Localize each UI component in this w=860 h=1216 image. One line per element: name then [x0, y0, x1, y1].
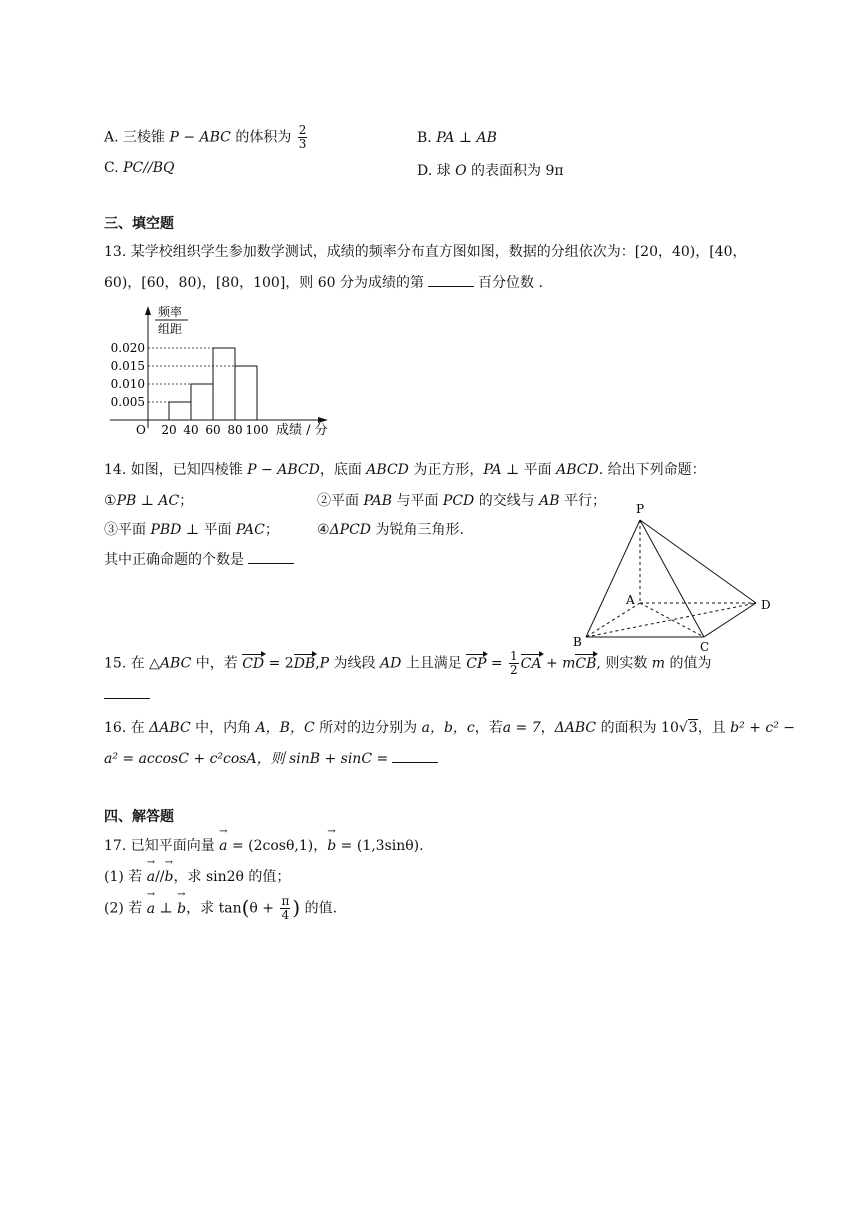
option-a-numerator: 2 [298, 123, 307, 137]
option-d-prefix: D. 球 [417, 163, 451, 179]
q17-part2: (2) 若 → a ⊥ → b，求 tan(θ + $\frac{\pi}{4}$ ) 的值. [104, 895, 337, 922]
q17-four: 4 [281, 908, 290, 922]
q15-p: P [319, 655, 330, 672]
q15-m3: 为线段 [333, 655, 376, 672]
q17-a-value: = (2cosθ,1)， [231, 838, 328, 854]
q17-part1 [104, 866, 290, 886]
option-b-expr: PA ⊥ AB [436, 130, 497, 146]
q14-mid3: 平面 [523, 462, 552, 478]
vertex-d: D [761, 598, 771, 612]
q15-half-num: 1 [510, 649, 518, 663]
y-axis-arrow [145, 306, 151, 315]
x-tick-label: 60 [205, 423, 221, 437]
q14-p3-post: ； [264, 522, 279, 538]
option-d-suffix: 的表面积为 9π [471, 163, 564, 179]
q16-line2-text: a² = accosC + c²cosA，则 sinB + sinC = [104, 751, 389, 767]
q15-m1: 中，若 [195, 655, 238, 672]
q15-ad: AD [380, 655, 402, 672]
q14-p1-expr: PB ⊥ AC [116, 493, 180, 509]
q17-p1-vector-a: → a [147, 869, 155, 885]
q16-m2: 所对的边分别为 [319, 720, 418, 736]
q17-pi-over-4 [280, 895, 290, 922]
q17-vector-b: → b [327, 838, 336, 854]
q14-p3-m1: ⊥ 平面 [185, 522, 232, 538]
x-tick-label: 20 [161, 423, 177, 437]
q17-p2-inner: θ + [249, 900, 275, 917]
option-d [417, 160, 564, 180]
q14-prop-1 [104, 490, 193, 510]
q16-pre: 16. 在 [104, 720, 145, 736]
option-a-prefix: A. 三棱锥 [104, 129, 166, 146]
pyramid-figure [566, 500, 786, 654]
option-c-expr: PC//BQ [123, 160, 175, 176]
q14-mid1: ，底面 [319, 462, 362, 478]
q15-eq1: = 2 [268, 655, 294, 672]
section-4-title: 四、解答题 [104, 809, 174, 825]
q14-line1 [104, 459, 706, 479]
q16-line1: 16. 在 ΔABC 中，内角 A，B，C 所对的边分别为 a，b，c，若a = 7，ΔABC 的面积为 10√3，且 b² + c² − [104, 720, 795, 736]
q16-triangle: ΔABC [149, 720, 191, 736]
option-c [104, 160, 174, 176]
edge-pc [640, 520, 704, 637]
option-a-suffix: 的体积为 [235, 129, 292, 146]
q15-vector-ca: CA [520, 655, 542, 672]
q15-plus: + [545, 655, 558, 672]
q14-p3-e1: PBD [150, 522, 182, 538]
q14-p1-post: ； [179, 493, 194, 509]
q17-p2-vector-a: → a [147, 901, 155, 917]
x-axis-label: 成绩 / 分 [276, 423, 328, 438]
q15-m2: , [315, 655, 320, 672]
x-tick-label: 40 [183, 423, 199, 437]
y-tick-label: 0.005 [110, 395, 145, 409]
option-c-label: C. [104, 160, 119, 176]
q14-expr-pa: PA ⊥ [483, 462, 520, 478]
q15-vector-db: DB [293, 655, 316, 672]
edge-pd [640, 520, 756, 603]
q14-prop-3 [104, 519, 279, 539]
q16-m1: 中，内角 [195, 720, 252, 736]
q15-half [509, 650, 519, 677]
q14-p3-pre: ③平面 [104, 522, 146, 538]
option-b-label: B. [417, 130, 432, 146]
x-tick-label: 80 [227, 423, 243, 437]
y-tick-label: 0.010 [110, 377, 145, 391]
q15-post2: 的值为 [669, 655, 712, 672]
histogram-bar [191, 384, 213, 420]
y-tick-label: 0.015 [110, 359, 145, 373]
q14-p1-pre: ① [104, 493, 117, 509]
q14-p4-pre: ④ [317, 522, 330, 538]
q17-p2-mid: ，求 tan [186, 900, 242, 917]
q14-prop-2 [317, 490, 606, 510]
q16-sides: a，b，c [421, 720, 475, 736]
q16-line1-tail: b² + c² − [730, 720, 795, 736]
vertex-p: P [636, 502, 645, 516]
q15-blank [104, 686, 150, 699]
q14-p2-m2: 的交线与 [478, 493, 535, 509]
q15-pre: 15. 在 [104, 655, 145, 672]
q17-b-value: = (1,3sinθ). [340, 838, 424, 854]
q14-expr-abcd: ABCD [366, 462, 409, 478]
q17-p1-pre: (1) 若 [104, 869, 143, 885]
q14-line1-post: . 给出下列命题： [598, 462, 706, 478]
option-a-expr: P − ABC [169, 129, 231, 146]
q15-vector-cd: CD [242, 655, 265, 672]
section-3-title: 三、填空题 [104, 216, 174, 232]
q14-p2-e2: PCD [442, 493, 475, 509]
q16-line2 [104, 748, 442, 768]
q16-area-coef: 10 [661, 720, 679, 736]
histogram-layer [110, 304, 328, 438]
option-a-denominator: 3 [298, 137, 307, 151]
option-a [104, 124, 309, 151]
q17-pi: π [281, 894, 290, 908]
histogram-chart [100, 302, 340, 438]
q16-area-radicand: 3 [688, 720, 698, 736]
q16-m4: ， [540, 720, 555, 736]
q15-half-den: 2 [510, 663, 518, 677]
histogram-bar [169, 402, 191, 420]
q17-p2-post: 的值. [304, 900, 338, 917]
q17-line1 [104, 835, 424, 855]
q14-expr-pabcd: P − ABCD [247, 462, 320, 478]
vertex-a: A [626, 593, 635, 607]
q17-p2-rel: ⊥ [159, 900, 173, 917]
q14-blank [248, 551, 294, 564]
q17-vector-a: → a [219, 838, 227, 854]
q14-p2-m1: 与平面 [396, 493, 439, 509]
q13-line2 [104, 272, 543, 292]
histogram-bar [213, 348, 235, 420]
x-tick-label: 100 [245, 423, 269, 437]
q17-p1-rel: // [155, 869, 165, 885]
q14-p2-e1: PAB [363, 493, 392, 509]
q16-angles: A，B，C [255, 720, 315, 736]
q16-m6: ，且 [697, 720, 726, 736]
q15-post: , 则实数 [596, 655, 648, 672]
q14-p2-pre: ②平面 [317, 493, 359, 509]
q15-m4: 上且满足 [405, 655, 462, 672]
q14-mid2: 为正方形， [413, 462, 484, 478]
q13-blank [428, 274, 474, 287]
q15-m-var: m [562, 655, 576, 672]
option-a-fraction [298, 124, 308, 151]
vertex-c: C [700, 640, 710, 654]
q16-blank [392, 750, 438, 763]
q14-line1-pre: 14. 如图，已知四棱锥 [104, 462, 243, 478]
q14-p2-e3: AB [539, 493, 560, 509]
q13-line1: 13. 某学校组织学生参加数学测试，成绩的频率分布直方图如图，数据的分组依次为：[20，40)，[40， [104, 244, 747, 260]
q16-triangle-2: ΔABC [554, 720, 597, 736]
q14-ask [104, 549, 298, 569]
q15-vector-cp: CP [466, 655, 487, 672]
q14-ask-text: 其中正确命题的个数是 [104, 552, 244, 568]
y-axis-label-top: 频率 [158, 305, 183, 319]
y-tick-label: 0.020 [110, 341, 145, 355]
q16-a-value: a = 7 [502, 720, 541, 736]
q13-line2-pre: 60)，[60，80)，[80，100]，则 60 分为成绩的第 [104, 275, 425, 291]
y-axis-label-bottom: 组距 [158, 322, 183, 336]
q15-m-var-2: m [651, 655, 666, 672]
q16-m5: 的面积为 [600, 720, 657, 736]
q16-m3: ，若 [474, 720, 503, 736]
q15-vector-cb: CB [575, 655, 597, 672]
q17-p1-vector-b: → b [165, 869, 174, 885]
q17-p2-vector-b: → b [177, 901, 186, 917]
q17-pre: 17. 已知平面向量 [104, 838, 215, 854]
q13-line2-post: 百分位数 . [478, 275, 543, 291]
q14-expr-abcd-2: ABCD [556, 462, 599, 478]
q15-eq2: = [490, 655, 503, 672]
option-b [417, 130, 497, 146]
q14-p4-expr: ΔPCD [329, 522, 372, 538]
q15-blank-line [100, 686, 154, 703]
q14-p3-e2: PAC [235, 522, 265, 538]
q14-p2-post: 平行； [564, 493, 607, 509]
q14-p4-post: 为锐角三角形. [375, 522, 464, 538]
q17-p2-pre: (2) 若 [104, 900, 143, 917]
vertex-b: B [573, 635, 582, 649]
histogram-bar [235, 366, 257, 420]
q17-p1-post: ，求 sin2θ 的值； [173, 869, 291, 885]
q14-prop-4 [317, 519, 464, 539]
q15-triangle: △ABC [149, 655, 192, 672]
origin-label: O [136, 423, 146, 437]
q15-line1 [104, 650, 712, 677]
option-d-var: O [455, 163, 467, 179]
